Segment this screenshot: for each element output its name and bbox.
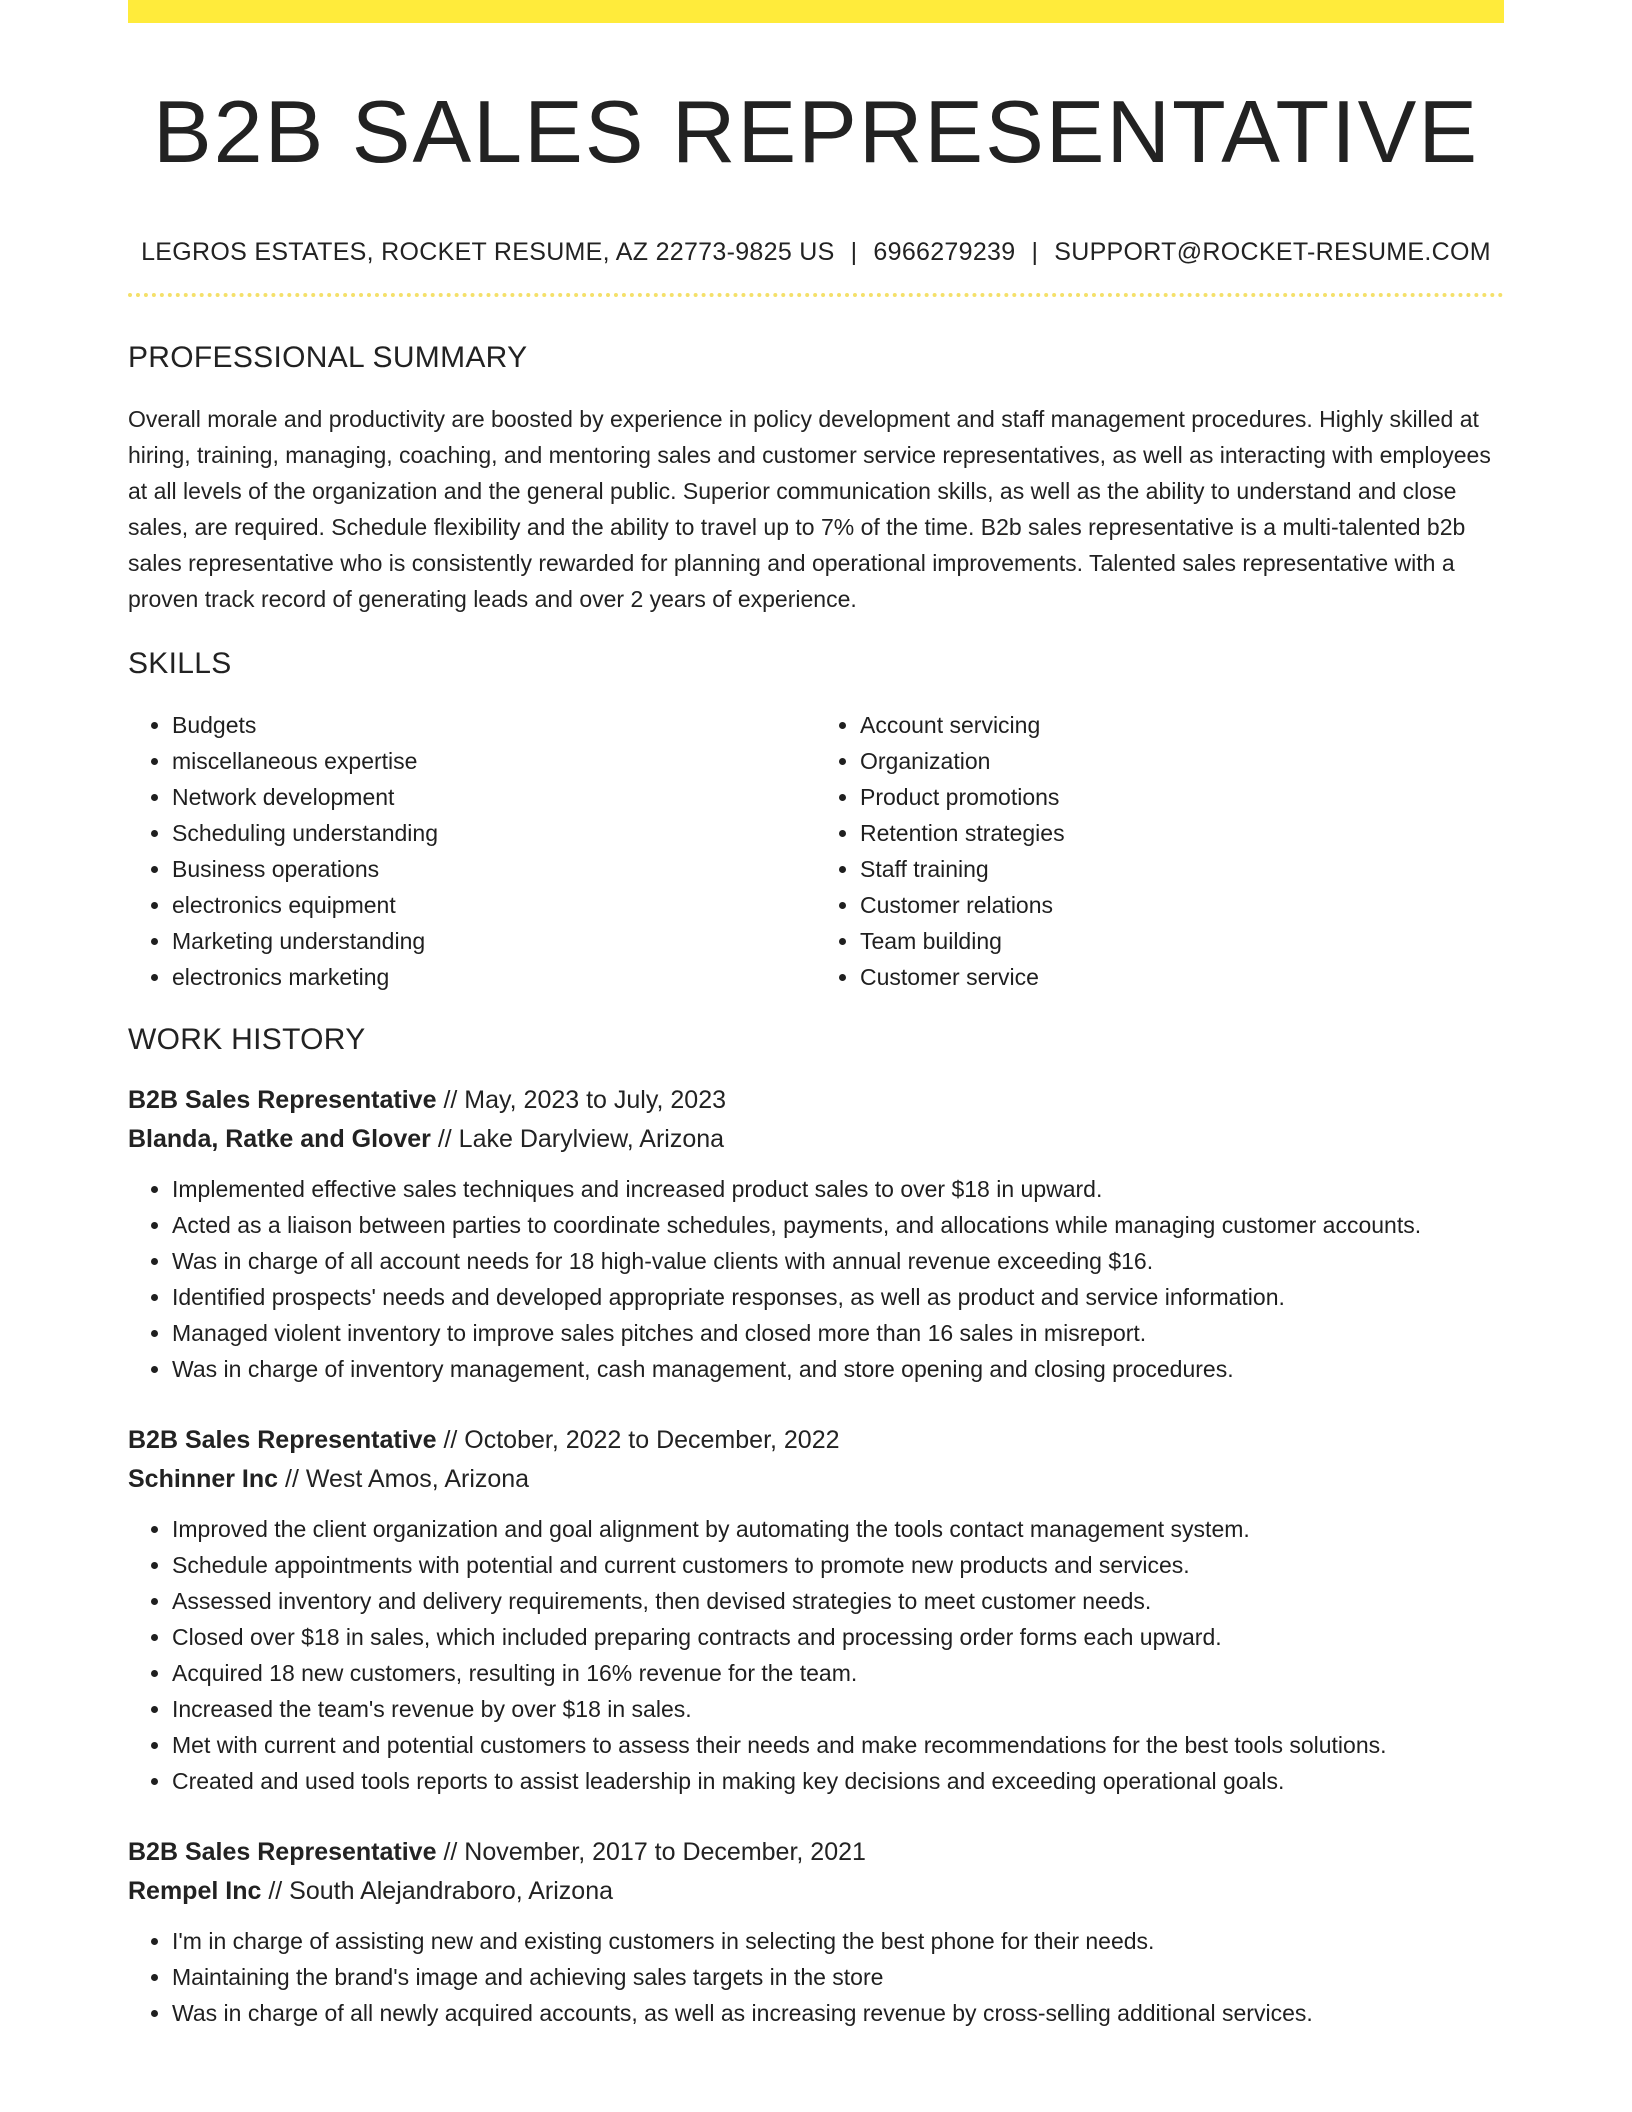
skill-item: • Retention strategies <box>860 815 1504 851</box>
skill-item: • Marketing understanding <box>172 923 816 959</box>
job-bullets <box>128 1171 1504 1387</box>
skills-list-right <box>816 707 1504 995</box>
job-dates: // October, 2022 to December, 2022 <box>443 1426 840 1455</box>
job-company: Rempel Inc <box>128 1877 262 1906</box>
job-location: // Lake Darylview, Arizona <box>437 1125 725 1154</box>
summary-heading: PROFESSIONAL SUMMARY <box>128 341 528 375</box>
skill-item: • Staff training <box>860 851 1504 887</box>
skill-item: • Scheduling understanding <box>172 815 816 851</box>
job-company-line <box>128 1460 1504 1499</box>
skill-item: • Customer relations <box>860 887 1504 923</box>
job-company: Blanda, Ratke and Glover <box>128 1125 431 1154</box>
skills-heading: SKILLS <box>128 647 232 681</box>
contact-separator: | <box>1031 238 1039 267</box>
skill-item: • Product promotions <box>860 779 1504 815</box>
job-location: // South Alejandraboro, Arizona <box>268 1877 614 1906</box>
job-bullet: • Managed violent inventory to improve sales pitches and closed more than 16 sales in misreport. <box>172 1315 1504 1351</box>
job-company: Schinner Inc <box>128 1465 279 1494</box>
contact-email: SUPPORT@ROCKET-RESUME.COM <box>1054 238 1491 267</box>
resume-page <box>128 0 1504 2112</box>
job-bullets <box>128 1923 1504 2031</box>
job-dates: // November, 2017 to December, 2021 <box>443 1838 866 1867</box>
job-company-line <box>128 1872 1504 1911</box>
job-bullet: • Maintaining the brand's image and achieving sales targets in the store <box>172 1959 1504 1995</box>
header-divider <box>128 293 1504 297</box>
job-bullet: • Met with current and potential customers to assess their needs and make recommendations for the best tools solutions. <box>172 1727 1504 1763</box>
work-history-heading: WORK HISTORY <box>128 1023 366 1057</box>
skills-list-left <box>128 707 816 995</box>
job-company-line <box>128 1120 1504 1159</box>
skill-item: • Budgets <box>172 707 816 743</box>
skills-columns <box>128 707 1504 995</box>
skill-item: • electronics equipment <box>172 887 816 923</box>
job-role-line <box>128 1081 1504 1120</box>
job-bullet: • Acquired 18 new customers, resulting in 16% revenue for the team. <box>172 1655 1504 1691</box>
job-role: B2B Sales Representative <box>128 1426 437 1455</box>
job-bullets <box>128 1511 1504 1799</box>
job-role: B2B Sales Representative <box>128 1086 437 1115</box>
page-title: B2B SALES REPRESENTATIVE <box>152 82 1480 181</box>
job-bullet: • Created and used tools reports to assist leadership in making key decisions and exceeding operational goals. <box>172 1763 1504 1799</box>
job-bullet: • I'm in charge of assisting new and existing customers in selecting the best phone for their needs. <box>172 1923 1504 1959</box>
job-bullet: • Increased the team's revenue by over $18 in sales. <box>172 1691 1504 1727</box>
skill-item: • Customer service <box>860 959 1504 995</box>
job-bullet: • Acted as a liaison between parties to coordinate schedules, payments, and allocations while managing customer accounts. <box>172 1207 1504 1243</box>
skill-item: • miscellaneous expertise <box>172 743 816 779</box>
contact-address: LEGROS ESTATES, ROCKET RESUME, AZ 22773-9825 US <box>141 238 835 267</box>
job-bullet: • Was in charge of all newly acquired accounts, as well as increasing revenue by cross-selling additional services. <box>172 1995 1504 2031</box>
job-role-line <box>128 1833 1504 1872</box>
skill-item: • Organization <box>860 743 1504 779</box>
job-entry <box>128 1421 1504 1799</box>
job-bullet: • Assessed inventory and delivery requirements, then devised strategies to meet customer needs. <box>172 1583 1504 1619</box>
job-bullet: • Was in charge of inventory management, cash management, and store opening and closing procedures. <box>172 1351 1504 1387</box>
job-bullet: • Was in charge of all account needs for 18 high-value clients with annual revenue exceeding $16. <box>172 1243 1504 1279</box>
summary-text: Overall morale and productivity are boosted by experience in policy development and staff management procedures. Highly skilled at hiring, training, managing, coaching, and mentoring sales and customer service representatives, as well as interacting with employees at all levels of the organization and the general public. Superior communication skills, as well as the ability to understand and close sales, are required. Schedule flexibility and the ability to travel up to 7% of the time. B2b sales representative is a multi-talented b2b sales representative who is consistently rewarded for planning and operational improvements. Talented sales representative with a proven track record of generating leads and over 2 years of experience. <box>128 406 1491 613</box>
accent-bar <box>128 0 1504 23</box>
job-bullet: • Improved the client organization and goal alignment by automating the tools contact management system. <box>172 1511 1504 1547</box>
job-entry <box>128 1833 1504 2031</box>
job-role: B2B Sales Representative <box>128 1838 437 1867</box>
skill-item: • Team building <box>860 923 1504 959</box>
job-bullet: • Implemented effective sales techniques and increased product sales to over $18 in upward. <box>172 1171 1504 1207</box>
job-dates: // May, 2023 to July, 2023 <box>443 1086 727 1115</box>
contact-separator: | <box>850 238 858 267</box>
contact-line <box>128 238 1504 267</box>
job-bullet: • Closed over $18 in sales, which included preparing contracts and processing order forms each upward. <box>172 1619 1504 1655</box>
contact-phone: 6966279239 <box>873 238 1016 267</box>
skill-item: • Network development <box>172 779 816 815</box>
job-bullet: • Identified prospects' needs and developed appropriate responses, as well as product and service information. <box>172 1279 1504 1315</box>
job-bullet: • Schedule appointments with potential and current customers to promote new products and services. <box>172 1547 1504 1583</box>
job-role-line <box>128 1421 1504 1460</box>
job-location: // West Amos, Arizona <box>285 1465 530 1494</box>
skill-item: • Business operations <box>172 851 816 887</box>
skill-item: • electronics marketing <box>172 959 816 995</box>
skill-item: • Account servicing <box>860 707 1504 743</box>
job-entry <box>128 1081 1504 1387</box>
